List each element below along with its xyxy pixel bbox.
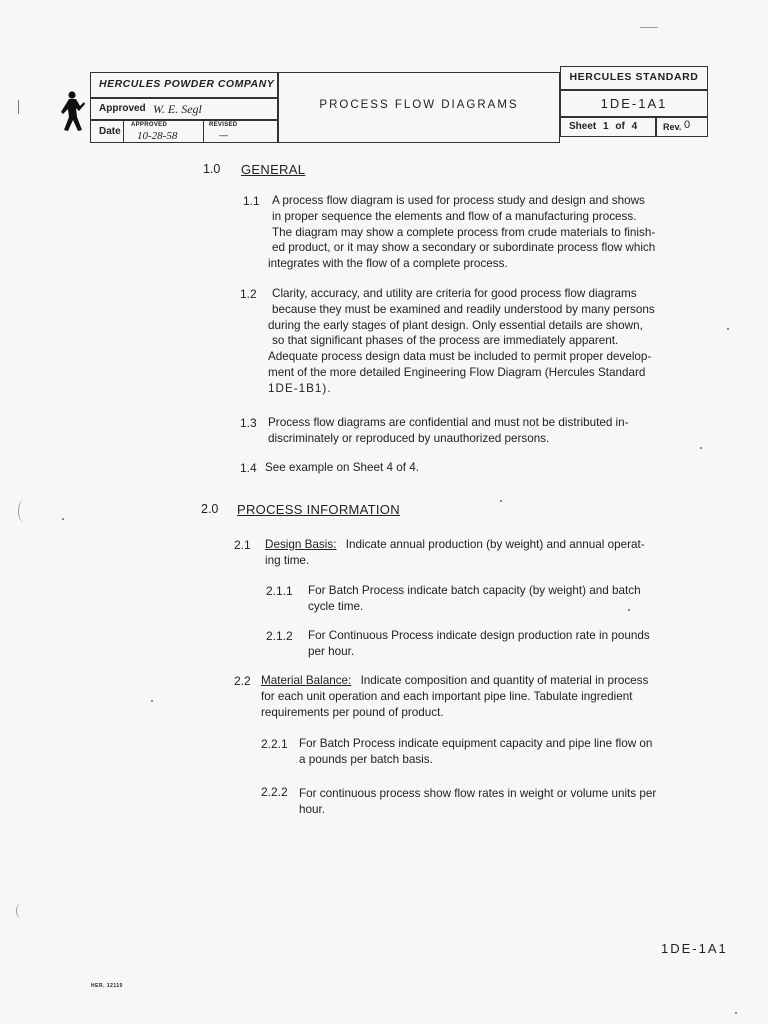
date-label: Date bbox=[99, 126, 121, 137]
revised-divider bbox=[203, 121, 204, 142]
para-2-2-1-line: a pounds per batch basis. bbox=[299, 752, 433, 766]
rev-label: Rev. bbox=[663, 122, 682, 132]
hercules-logo-icon bbox=[60, 90, 86, 132]
para-1-2-line: Adequate process design data must be included to permit proper develop- bbox=[268, 350, 652, 364]
para-1-1-line: A process flow diagram is used for process study and design and shows bbox=[272, 194, 645, 207]
para-1-2-line: because they must be examined and readily understood by many persons bbox=[272, 302, 655, 316]
approved-date: 10-28-58 bbox=[137, 130, 178, 142]
para-2-2-line3: requirements per pound of product. bbox=[261, 705, 444, 719]
scan-speck bbox=[727, 328, 729, 330]
para-2-1-1-number: 2.1.1 bbox=[266, 584, 293, 598]
para-1-3 bbox=[268, 415, 708, 447]
section-1-number: 1.0 bbox=[203, 162, 221, 176]
para-2-1-2-line: per hour. bbox=[308, 644, 355, 658]
section-1-title: GENERAL bbox=[241, 162, 306, 177]
section-2-title: PROCESS INFORMATION bbox=[237, 502, 400, 517]
para-1-1-line: The diagram may show a complete process from crude materials to finish- bbox=[272, 225, 656, 239]
para-1-4-number: 1.4 bbox=[240, 461, 257, 475]
section-2-number: 2.0 bbox=[201, 502, 219, 516]
scan-mark-left bbox=[18, 100, 19, 114]
para-2-1-number: 2.1 bbox=[234, 538, 251, 552]
para-1-2 bbox=[268, 286, 708, 397]
company-name: HERCULES POWDER COMPANY bbox=[99, 78, 275, 90]
date-cell bbox=[90, 120, 278, 143]
date-divider bbox=[123, 121, 124, 142]
sheet-cell bbox=[560, 117, 656, 137]
para-2-1-2-line: For Continuous Process indicate design production rate in pounds bbox=[308, 629, 650, 642]
para-1-3-line: discriminately or reproduced by unauthorized persons. bbox=[268, 431, 550, 445]
material-balance-label: Material Balance: bbox=[261, 674, 352, 687]
para-2-2 bbox=[261, 673, 703, 720]
form-number: HER. 12110 bbox=[91, 983, 123, 989]
para-1-3-number: 1.3 bbox=[240, 416, 257, 430]
para-1-1 bbox=[268, 193, 708, 272]
revised-sublabel: REVISED bbox=[209, 122, 238, 128]
para-1-1-line: in proper sequence the elements and flow of a manufacturing process. bbox=[272, 209, 637, 223]
design-basis-label: Design Basis: bbox=[265, 538, 337, 551]
scan-speck bbox=[500, 500, 502, 502]
rev-value: 0 bbox=[684, 119, 691, 131]
footer-doc-code: 1DE-1A1 bbox=[661, 941, 728, 956]
para-1-2-line: 1DE-1B1). bbox=[268, 381, 332, 395]
scan-mark-top bbox=[640, 27, 658, 28]
para-2-2-line2: for each unit operation and each important pipe line. Tabulate ingredient bbox=[261, 689, 633, 703]
para-1-1-line: integrates with the flow of a complete process. bbox=[268, 257, 508, 271]
para-2-2-number: 2.2 bbox=[234, 674, 251, 688]
standard-label-cell bbox=[560, 66, 708, 90]
scan-speck bbox=[62, 518, 64, 520]
standard-code: 1DE-1A1 bbox=[600, 96, 668, 111]
para-1-1-number: 1.1 bbox=[243, 194, 260, 208]
para-2-1 bbox=[265, 537, 705, 569]
para-2-2-2-line: For continuous process show flow rates in weight or volume units per bbox=[299, 787, 657, 800]
para-2-2-1-number: 2.2.1 bbox=[261, 737, 288, 751]
para-2-1-1-line: cycle time. bbox=[308, 599, 364, 613]
para-2-2-1-line: For Batch Process indicate equipment capacity and pipe line flow on bbox=[299, 737, 653, 750]
para-2-1-line2: ing time. bbox=[265, 553, 310, 567]
para-2-2-2-number: 2.2.2 bbox=[261, 785, 288, 799]
sheet-text: Sheet 1 of 4 bbox=[569, 121, 638, 132]
para-1-1-line: ed product, or it may show a secondary or subordinate process flow which bbox=[272, 241, 656, 255]
rev-cell bbox=[656, 117, 708, 137]
standard-label: HERCULES STANDARD bbox=[569, 71, 699, 83]
para-1-4: See example on Sheet 4 of 4. bbox=[265, 461, 419, 474]
approved-cell bbox=[90, 98, 278, 120]
title-cell bbox=[278, 72, 560, 143]
approved-sublabel: APPROVED bbox=[131, 122, 168, 128]
material-balance-text: Indicate composition and quantity of material in process bbox=[360, 674, 649, 687]
company-cell bbox=[90, 72, 278, 98]
doc-title: PROCESS FLOW DIAGRAMS bbox=[319, 99, 519, 111]
para-2-1-1-line: For Batch Process indicate batch capacity (by weight) and batch bbox=[308, 584, 641, 597]
approved-signature: W. E. Segl bbox=[153, 102, 202, 116]
para-2-2-2 bbox=[299, 786, 707, 818]
para-1-2-line: during the early stages of plant design. Only essential details are shown, bbox=[268, 318, 643, 332]
standard-code-cell bbox=[560, 90, 708, 117]
para-2-2-2-line: hour. bbox=[299, 802, 325, 816]
para-2-2-1 bbox=[299, 736, 703, 768]
para-1-2-line: ment of the more detailed Engineering Flow Diagram (Hercules Standard bbox=[268, 365, 646, 379]
scan-speck bbox=[151, 700, 153, 702]
scan-mark-arc bbox=[18, 500, 29, 522]
para-2-2-line1 bbox=[261, 673, 703, 689]
para-2-1-2-number: 2.1.2 bbox=[266, 629, 293, 643]
design-basis-text: Indicate annual production (by weight) and annual operat- bbox=[345, 538, 645, 551]
para-1-2-line: Clarity, accuracy, and utility are criteria for good process flow diagrams bbox=[272, 287, 637, 300]
scan-speck bbox=[628, 609, 630, 611]
header-block bbox=[0, 0, 768, 150]
para-2-1-2 bbox=[308, 628, 708, 660]
revised-date: — bbox=[219, 130, 228, 140]
para-1-2-line: so that significant phases of the process are immediately apparent. bbox=[272, 334, 619, 348]
scan-speck bbox=[700, 447, 702, 449]
para-1-2-number: 1.2 bbox=[240, 287, 257, 301]
para-2-1-line1 bbox=[265, 537, 705, 553]
approved-label: Approved bbox=[99, 103, 146, 114]
scan-speck bbox=[735, 1012, 737, 1014]
para-2-1-1 bbox=[308, 583, 708, 615]
para-1-3-line: Process flow diagrams are confidential and must not be distributed in- bbox=[268, 416, 629, 429]
scan-mark-arc bbox=[16, 904, 25, 918]
